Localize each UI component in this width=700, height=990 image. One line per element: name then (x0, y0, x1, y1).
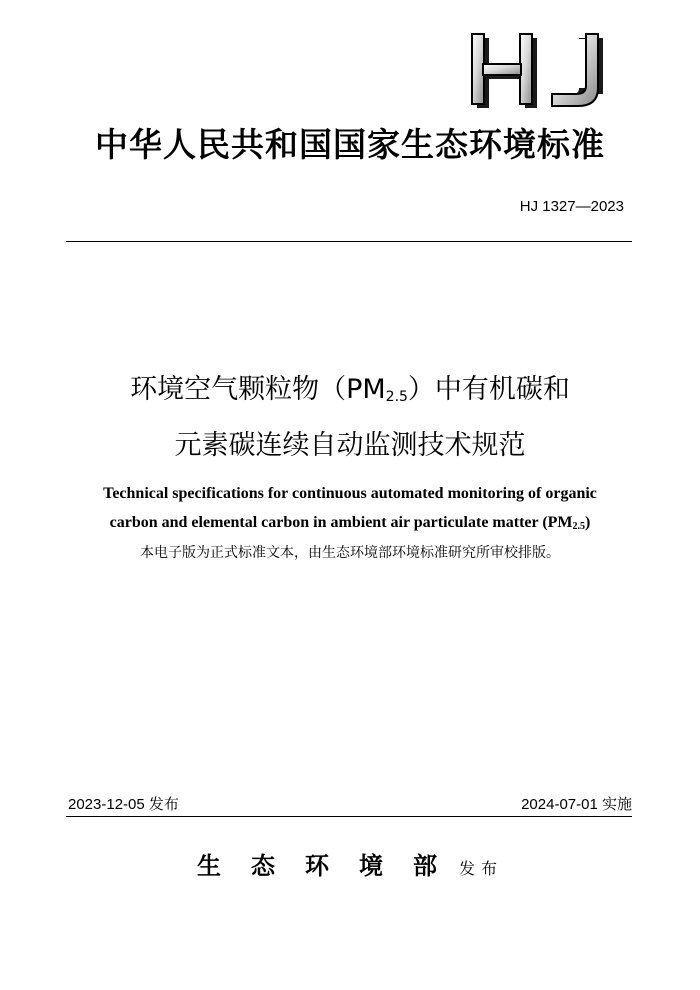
english-title-line-2-end: ) (585, 514, 591, 531)
publisher-line (0, 848, 700, 887)
top-divider (66, 241, 632, 242)
english-title-line-2-start: carbon and elemental carbon in ambient air particulate matter (PM (109, 514, 573, 531)
org-title: 中华人民共和国国家生态环境标准 (95, 125, 605, 164)
chinese-title-subscript: 2.5 (385, 389, 408, 405)
hj-logo (468, 30, 618, 112)
chinese-title-line-1-end: ）中有机碳和 (407, 374, 570, 405)
publisher-action: 发布 (458, 859, 503, 878)
chinese-title-line-1 (0, 370, 700, 410)
chinese-title-line-1-start: 环境空气颗粒物（PM (130, 374, 386, 405)
english-title-line-2 (0, 512, 700, 534)
english-title-line-1: Technical specifications for continuous automated monitoring of organic (103, 485, 597, 502)
english-title-subscript: 2.5 (572, 521, 586, 532)
implementation-date-value: 2024-07-01 (521, 796, 598, 813)
implementation-date (521, 795, 632, 814)
standard-number: HJ 1327—2023 (519, 198, 624, 215)
issue-date (68, 795, 179, 814)
edition-note: 本电子版为正式标准文本，由生态环境部环境标准研究所审校排版。 (140, 545, 560, 561)
implementation-date-label: 实施 (601, 795, 632, 813)
chinese-title-line-2: 元素碳连续自动监测技术规范 (174, 430, 526, 461)
issue-date-label: 发布 (148, 795, 179, 813)
issue-date-value: 2023-12-05 (68, 796, 145, 813)
publisher-name: 生态环境部 (196, 851, 467, 880)
bottom-divider (66, 816, 632, 817)
